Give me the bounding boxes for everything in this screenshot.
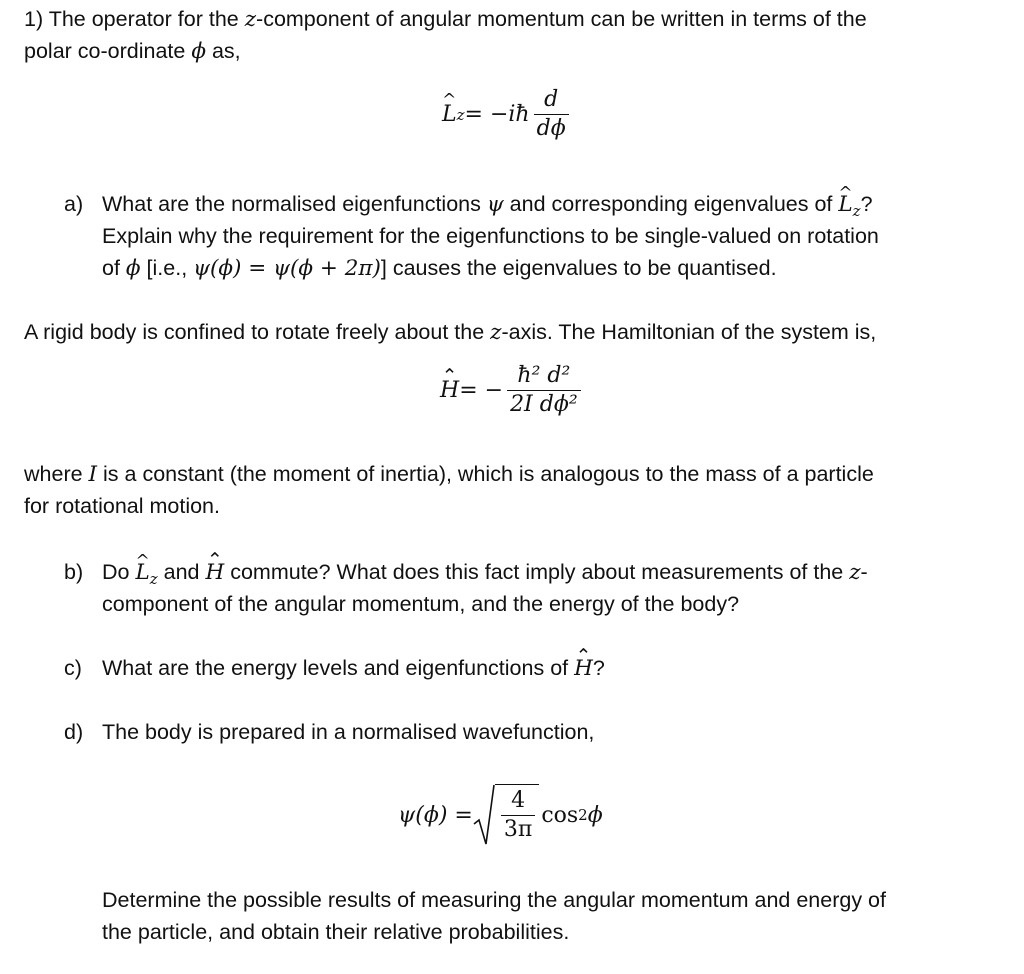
part-a-line-2: Explain why the requirement for the eigenfunctions to be single-valued on rotation bbox=[102, 224, 879, 248]
rigid-body-line: A rigid body is confined to rotate freely about the z-axis. The Hamiltonian of the system is, bbox=[24, 320, 877, 345]
sqrt-fraction: $\frac{4}{3\pi}$ bbox=[501, 789, 535, 842]
equation-lz-operator: ^ L z = − iħ $\frac{d}{d\phi}$ bbox=[442, 88, 573, 141]
part-d-label: d) bbox=[64, 720, 84, 744]
hamiltonian-fraction: $\frac{\text{ħ² d²}}{\text{2I dϕ²}}$ bbox=[507, 364, 581, 417]
z-variable: z bbox=[244, 7, 257, 32]
intro-line-1: 1) The operator for the z-component of angular momentum can be written in terms of the bbox=[24, 7, 867, 32]
part-d-line-3: the particle, and obtain their relative probabilities. bbox=[102, 920, 570, 944]
part-b-label: b) bbox=[64, 560, 84, 584]
equation-wavefunction: ψ(ϕ) = $\frac{4}{3\pi}$ cos 2 ϕ bbox=[398, 784, 603, 846]
part-d-line-1: d) The body is prepared in a normalised wavefunction, bbox=[64, 716, 594, 748]
part-a-label: a) bbox=[64, 192, 84, 216]
equation-hamiltonian: ⌃ H = − $\frac{\text{ħ² d²}}{\text{2I dϕ²}}$ bbox=[440, 364, 585, 417]
radical-sign-icon bbox=[473, 784, 495, 846]
part-c-label: c) bbox=[64, 656, 82, 680]
part-c-line: c) What are the energy levels and eigenfunctions of ⌃ H? bbox=[64, 652, 605, 685]
part-d-line-2: Determine the possible results of measuring the angular momentum and energy of bbox=[102, 888, 886, 912]
part-b-line-1: b) Do ^ $L_z$ and ⌃ H commute? What does this fact imply about measurements of the z- bbox=[64, 556, 868, 595]
derivative-fraction: $\frac{d}{d\phi}$ bbox=[534, 88, 569, 141]
where-line-1: where I is a constant (the moment of inertia), which is analogous to the mass of a particle bbox=[24, 462, 874, 487]
intro-line-2: polar co-ordinate ϕ as, bbox=[24, 39, 241, 64]
part-a-line-1: a) What are the normalised eigenfunctions ψ and corresponding eigenvalues of ^ $L_z$? bbox=[64, 188, 873, 227]
part-b-line-2: component of the angular momentum, and the energy of the body? bbox=[102, 592, 740, 616]
phi-symbol: ϕ bbox=[191, 39, 206, 64]
part-a-line-3: of ϕ [i.e., ψ(ϕ) = ψ(ϕ + 2π)] causes the eigenvalues to be quantised. bbox=[102, 256, 777, 281]
where-line-2: for rotational motion. bbox=[24, 494, 220, 518]
square-root bbox=[473, 784, 539, 846]
